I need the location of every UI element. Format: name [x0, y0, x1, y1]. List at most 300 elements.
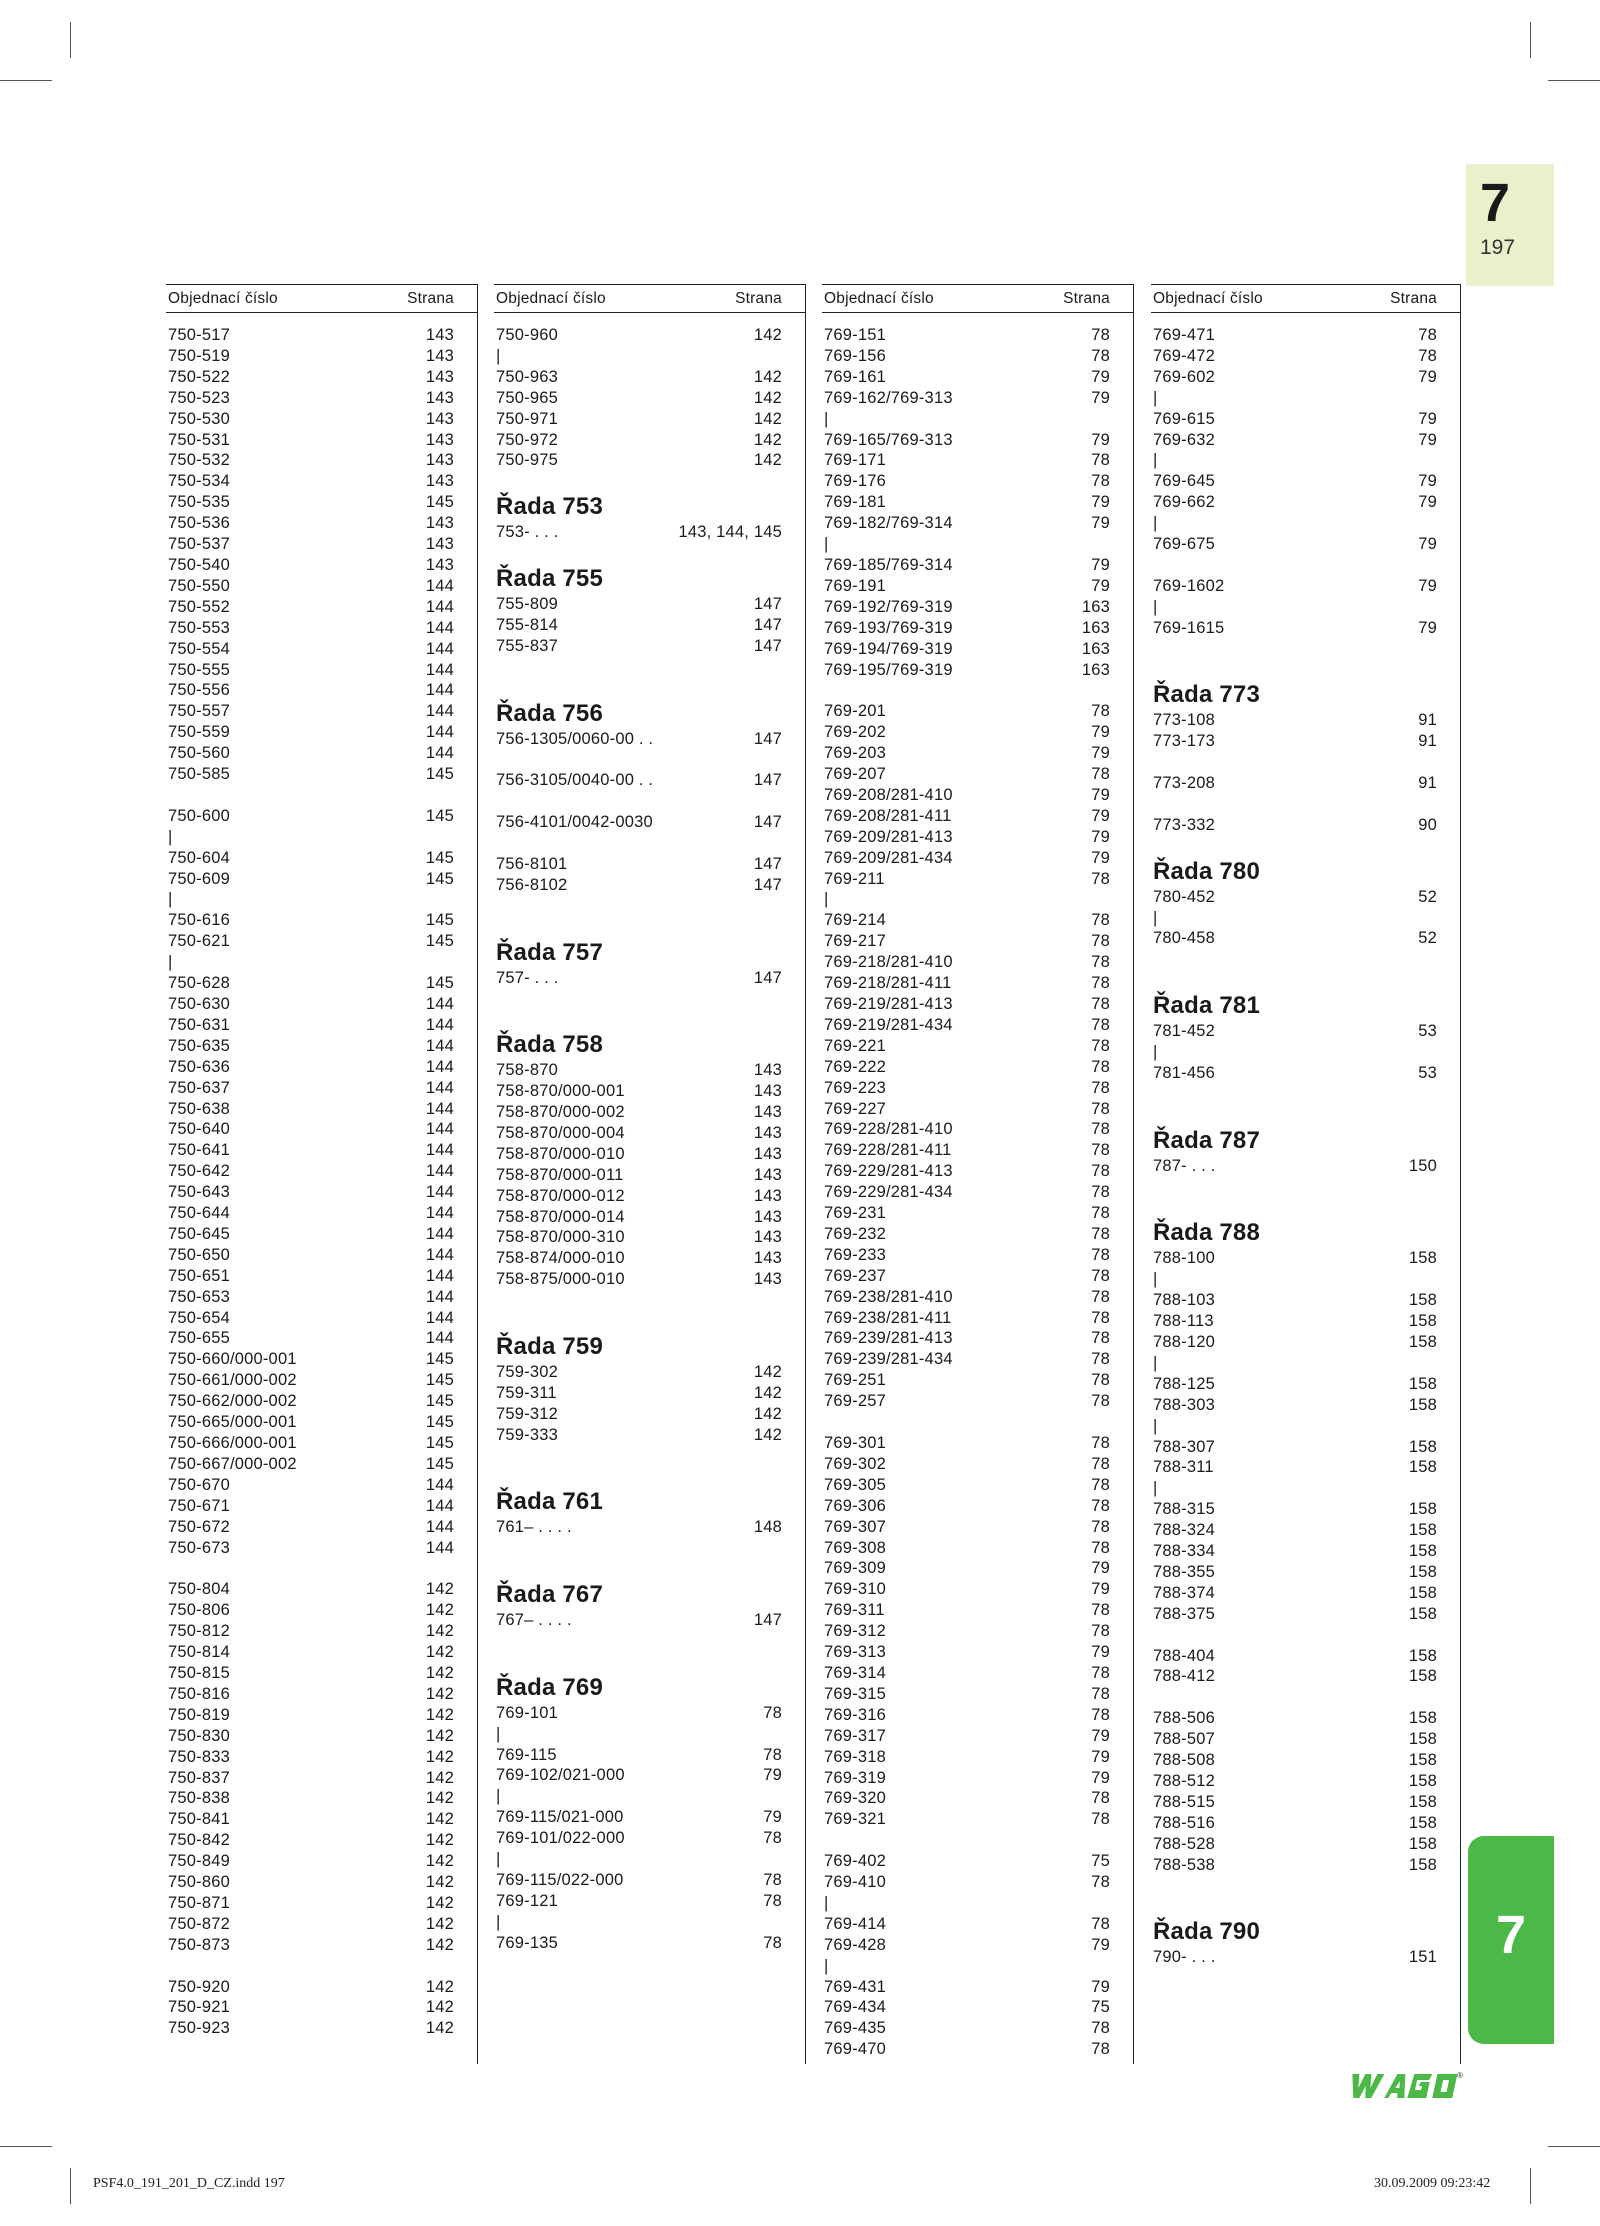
index-row	[822, 471, 1134, 492]
page-reference: 79	[1091, 785, 1110, 804]
page-reference: 75	[1091, 1852, 1110, 1871]
spacer	[494, 1446, 806, 1467]
order-number: 750-535	[168, 493, 230, 512]
order-number: 769-239/281-434	[824, 1350, 953, 1369]
order-number: 750-553	[168, 618, 230, 637]
index-row	[1151, 1729, 1461, 1750]
page-reference: 142	[425, 1768, 454, 1787]
series-heading: Řada 781	[1153, 992, 1260, 1020]
order-number: 758-870/000-001	[496, 1082, 625, 1101]
page-reference: 158	[1408, 1751, 1437, 1770]
index-row	[822, 743, 1134, 764]
index-row	[166, 1768, 478, 1789]
page-reference: 78	[1091, 702, 1110, 721]
index-row	[1151, 1666, 1461, 1687]
index-row	[1151, 1437, 1461, 1458]
order-number: 769-228/281-411	[824, 1141, 952, 1160]
index-row	[822, 1349, 1134, 1370]
order-number: 750-841	[168, 1810, 230, 1829]
index-row	[494, 1517, 806, 1538]
order-number: 788-512	[1153, 1771, 1215, 1790]
index-row	[166, 1349, 478, 1370]
index-row	[1151, 1353, 1461, 1374]
index-row	[494, 812, 806, 833]
index-row	[1151, 388, 1461, 409]
page-reference: 144	[425, 1308, 454, 1327]
index-row	[822, 1224, 1134, 1245]
index-row	[822, 1078, 1134, 1099]
spacer	[494, 1009, 806, 1030]
order-number: 758-870	[496, 1061, 558, 1080]
index-row	[822, 722, 1134, 743]
page-reference: 78	[1091, 1371, 1110, 1390]
page-reference: 78	[1091, 1204, 1110, 1223]
order-number: |	[496, 1850, 501, 1869]
spacer	[494, 1311, 806, 1332]
index-row	[494, 1849, 806, 1870]
index-row	[1151, 1947, 1461, 1968]
order-number: 750-661/000-002	[168, 1371, 297, 1390]
order-number: 750-666/000-001	[168, 1434, 297, 1453]
order-number: 750-806	[168, 1601, 230, 1620]
index-row	[166, 1287, 478, 1308]
page-reference: 53	[1418, 1022, 1437, 1041]
page-reference: 143	[425, 535, 454, 554]
order-number: 788-515	[1153, 1792, 1215, 1811]
page-reference: 144	[425, 576, 454, 595]
spacer	[1151, 752, 1461, 773]
order-number: 769-209/281-434	[824, 848, 953, 867]
page-reference: 79	[1418, 430, 1437, 449]
order-number: 750-670	[168, 1475, 230, 1494]
page-reference: 143	[425, 555, 454, 574]
page-reference: 145	[425, 932, 454, 951]
order-number: 750-537	[168, 535, 230, 554]
page-reference: 78	[1091, 1496, 1110, 1515]
page-reference: 78	[1091, 346, 1110, 365]
index-row	[494, 1425, 806, 1446]
page-reference: 78	[1091, 326, 1110, 344]
index-row	[822, 910, 1134, 931]
series-heading: Řada 758	[496, 1031, 603, 1059]
order-number: 750-873	[168, 1935, 230, 1954]
order-number: 769-208/281-411	[824, 806, 952, 825]
page-reference: 143	[753, 1186, 782, 1205]
order-number: 769-211	[824, 869, 885, 888]
spacer	[166, 1558, 478, 1579]
index-row	[1151, 513, 1461, 534]
series-heading: Řada 787	[1153, 1126, 1260, 1154]
index-row	[822, 618, 1134, 639]
index-row	[1151, 1021, 1461, 1042]
order-number: 750-643	[168, 1183, 230, 1202]
index-row	[494, 1724, 806, 1745]
index-row	[166, 1893, 478, 1914]
page-reference: 158	[1408, 1771, 1437, 1790]
page-reference: 145	[425, 806, 454, 825]
index-row	[822, 973, 1134, 994]
page-reference: 144	[425, 1015, 454, 1034]
series-heading: Řada 767	[496, 1581, 603, 1609]
order-number: 750-631	[168, 1015, 230, 1034]
index-row	[822, 1705, 1134, 1726]
page-reference: 145	[425, 1350, 454, 1369]
page-reference: 78	[1091, 1245, 1110, 1264]
page-reference: 79	[1091, 367, 1110, 386]
page-reference: 145	[425, 911, 454, 930]
index-row	[1151, 430, 1461, 451]
page-reference: 143	[753, 1144, 782, 1163]
order-number: 769-470	[824, 2040, 886, 2059]
page-reference: 142	[425, 1810, 454, 1829]
order-number: 769-310	[824, 1580, 886, 1599]
page-reference: 78	[1091, 1873, 1110, 1892]
order-number: 750-517	[168, 326, 230, 344]
order-number: 759-302	[496, 1362, 558, 1381]
order-number: |	[168, 827, 173, 846]
index-row	[822, 1642, 1134, 1663]
page-reference: 142	[425, 1580, 454, 1599]
spacer	[1151, 949, 1461, 970]
page-reference: 158	[1408, 1374, 1437, 1393]
order-number: |	[496, 346, 501, 365]
page-reference: 78	[1091, 451, 1110, 470]
order-number: 769-431	[824, 1977, 886, 1996]
page-reference: 79	[1091, 1747, 1110, 1766]
index-row	[494, 770, 806, 791]
order-number: 769-238/281-410	[824, 1287, 953, 1306]
index-row	[166, 409, 478, 430]
index-row	[166, 1747, 478, 1768]
page-reference: 144	[425, 1120, 454, 1139]
order-number: 788-100	[1153, 1249, 1215, 1268]
page-reference: 142	[425, 1789, 454, 1808]
page-reference: 142	[425, 1831, 454, 1850]
order-number: 769-203	[824, 744, 886, 763]
page-reference: 142	[753, 430, 782, 449]
order-number: 750-536	[168, 514, 230, 533]
page-reference: 144	[425, 723, 454, 742]
spacer	[166, 785, 478, 806]
page-reference: 79	[1091, 1580, 1110, 1599]
order-number: 769-402	[824, 1852, 886, 1871]
spacer	[494, 988, 806, 1009]
page-reference: 142	[425, 1643, 454, 1662]
page-number: 197	[1480, 236, 1516, 259]
index-row	[166, 534, 478, 555]
order-number: 758-870/000-004	[496, 1123, 625, 1142]
page-reference: 143	[753, 1207, 782, 1226]
page-reference: 143	[425, 367, 454, 386]
order-number: |	[1153, 1270, 1158, 1289]
order-number: |	[824, 890, 829, 909]
order-number: 769-121	[496, 1891, 558, 1910]
order-number: 750-557	[168, 702, 230, 721]
series-heading: Řada 769	[496, 1673, 603, 1701]
page-reference: 143	[753, 1270, 782, 1289]
index-row	[1151, 1855, 1461, 1876]
order-number: 750-630	[168, 994, 230, 1013]
order-number: |	[1153, 1043, 1158, 1062]
order-number: 755-809	[496, 595, 558, 614]
page-reference: 142	[753, 1362, 782, 1381]
index-row	[1151, 773, 1461, 794]
order-number: 769-233	[824, 1245, 886, 1264]
index-row	[494, 1165, 806, 1186]
order-number: 769-214	[824, 911, 886, 930]
index-row	[494, 325, 806, 346]
order-number: 750-923	[168, 2019, 230, 2038]
index-row	[822, 409, 1134, 430]
crop-mark	[1530, 2168, 1531, 2204]
index-row	[166, 931, 478, 952]
index-row	[822, 1454, 1134, 1475]
order-number: 761– . . . .	[496, 1518, 572, 1537]
index-row	[494, 594, 806, 615]
index-row	[1151, 409, 1461, 430]
index-row	[1151, 1541, 1461, 1562]
order-number: 769-309	[824, 1559, 886, 1578]
index-row	[822, 1433, 1134, 1454]
index-row	[822, 1517, 1134, 1538]
order-number: 773-208	[1153, 774, 1215, 793]
page-reference: 79	[1418, 493, 1437, 512]
page-reference: 79	[1418, 535, 1437, 554]
column-divider	[477, 284, 478, 2064]
index-row	[494, 1362, 806, 1383]
order-number: 769-151	[824, 326, 886, 344]
page-reference: 78	[1091, 1078, 1110, 1097]
order-number: 788-404	[1153, 1646, 1215, 1665]
index-row	[166, 1726, 478, 1747]
index-row	[166, 743, 478, 764]
index-row	[494, 1186, 806, 1207]
index-row	[822, 785, 1134, 806]
page-reference: 78	[1091, 1120, 1110, 1139]
page-reference: 144	[425, 597, 454, 616]
page-reference: 79	[1091, 848, 1110, 867]
page-reference: 158	[1408, 1855, 1437, 1874]
order-number: 758-874/000-010	[496, 1249, 625, 1268]
page-reference: 147	[753, 1611, 782, 1630]
order-number: 750-552	[168, 597, 230, 616]
index-row	[1151, 815, 1461, 836]
order-number: 750-550	[168, 576, 230, 595]
spacer	[494, 543, 806, 564]
page-reference: 78	[763, 1703, 782, 1722]
order-number: 769-115	[496, 1745, 557, 1764]
order-number: 769-165/769-313	[824, 430, 953, 449]
page-reference: 78	[1091, 1517, 1110, 1536]
index-row	[822, 367, 1134, 388]
index-row	[494, 1404, 806, 1425]
index-row	[166, 827, 478, 848]
index-row	[166, 848, 478, 869]
page-reference: 144	[425, 660, 454, 679]
page-reference: 78	[1091, 932, 1110, 951]
index-row	[494, 1807, 806, 1828]
index-row	[166, 1642, 478, 1663]
page-reference: 79	[1091, 1977, 1110, 1996]
index-row	[1151, 887, 1461, 908]
index-row	[1151, 534, 1461, 555]
order-number: 769-317	[824, 1726, 886, 1745]
order-number: 788-374	[1153, 1583, 1215, 1602]
page-reference: 143	[753, 1249, 782, 1268]
order-number: 750-560	[168, 744, 230, 763]
order-number: 790- . . .	[1153, 1948, 1216, 1967]
page-reference: 78	[1091, 1475, 1110, 1494]
header-page: Strana	[1063, 290, 1110, 307]
page-reference: 142	[753, 409, 782, 428]
header-order-number: Objednací číslo	[168, 290, 278, 307]
index-row	[166, 618, 478, 639]
order-number: 788-516	[1153, 1813, 1215, 1832]
index-row	[166, 1621, 478, 1642]
order-number: 773-332	[1153, 815, 1215, 834]
page-reference: 78	[1091, 1789, 1110, 1808]
order-number: |	[1153, 908, 1158, 927]
index-row	[494, 1828, 806, 1849]
index-row	[494, 1081, 806, 1102]
order-number: 758-870/000-010	[496, 1144, 625, 1163]
page-reference: 145	[425, 1434, 454, 1453]
index-row	[166, 1224, 478, 1245]
crop-mark	[1548, 2146, 1600, 2147]
order-number: 756-8102	[496, 875, 568, 894]
order-number: 750-519	[168, 346, 230, 365]
index-row	[1151, 346, 1461, 367]
page-reference: 144	[425, 1475, 454, 1494]
crop-mark	[0, 2146, 52, 2147]
order-number: 769-301	[824, 1434, 886, 1452]
order-number: 788-315	[1153, 1500, 1215, 1519]
order-number: 769-472	[1153, 346, 1215, 365]
index-row	[1151, 597, 1461, 618]
order-number: 769-176	[824, 472, 886, 491]
page-reference: 91	[1418, 774, 1437, 793]
page-reference: 78	[1091, 1622, 1110, 1641]
index-row	[822, 1621, 1134, 1642]
index-row	[494, 450, 806, 471]
page-reference: 78	[1091, 1663, 1110, 1682]
index-row	[166, 1788, 478, 1809]
page-reference: 158	[1408, 1458, 1437, 1477]
series-heading: Řada 790	[1153, 1918, 1260, 1946]
page-reference: 158	[1408, 1834, 1437, 1853]
page-reference: 158	[1408, 1562, 1437, 1581]
index-row	[1151, 1750, 1461, 1771]
index-row	[494, 1102, 806, 1123]
page-reference: 78	[763, 1745, 782, 1764]
page-reference: 78	[1091, 1538, 1110, 1557]
index-row	[822, 1496, 1134, 1517]
index-row	[822, 597, 1134, 618]
index-row	[1151, 1269, 1461, 1290]
index-row	[494, 1227, 806, 1248]
index-row	[822, 1036, 1134, 1057]
page-reference: 144	[425, 744, 454, 763]
index-row	[822, 1684, 1134, 1705]
order-number: 788-508	[1153, 1751, 1215, 1770]
page-reference: 142	[425, 1935, 454, 1954]
order-number: 750-604	[168, 848, 230, 867]
order-number: 769-1602	[1153, 576, 1225, 595]
page-reference: 78	[1091, 1162, 1110, 1181]
index-row	[166, 1600, 478, 1621]
index-row	[494, 1060, 806, 1081]
order-number: 750-833	[168, 1747, 230, 1766]
page-reference: 142	[425, 1747, 454, 1766]
index-column-2	[494, 284, 806, 1954]
order-number: 769-428	[824, 1935, 886, 1954]
index-row	[166, 1579, 478, 1600]
order-number: |	[496, 1787, 501, 1806]
index-row	[822, 1579, 1134, 1600]
index-row	[494, 430, 806, 451]
page-reference: 90	[1418, 815, 1437, 834]
page-reference: 147	[753, 771, 782, 790]
page-reference: 78	[1091, 911, 1110, 930]
page-reference: 91	[1418, 732, 1437, 751]
page-reference: 78	[1091, 1015, 1110, 1034]
order-number: 750-635	[168, 1036, 230, 1055]
page-reference: 144	[425, 1057, 454, 1076]
order-number: 769-217	[824, 932, 886, 951]
page-reference: 143	[425, 326, 454, 344]
order-number: 769-257	[824, 1392, 886, 1411]
page-reference: 79	[1091, 1559, 1110, 1578]
index-row	[1151, 1156, 1461, 1177]
order-number: 750-540	[168, 555, 230, 574]
order-number: 750-971	[496, 409, 558, 428]
page-reference: 158	[1408, 1249, 1437, 1268]
order-number: 750-673	[168, 1538, 230, 1557]
order-number: 788-334	[1153, 1542, 1215, 1561]
index-row	[1151, 1499, 1461, 1520]
page-reference: 144	[425, 1099, 454, 1118]
spacer	[494, 749, 806, 770]
series-heading: Řada 755	[496, 565, 603, 593]
page-reference: 79	[1091, 430, 1110, 449]
page-reference: 78	[1091, 1266, 1110, 1285]
index-row	[1151, 1248, 1461, 1269]
index-row	[1151, 1813, 1461, 1834]
index-row	[822, 325, 1134, 346]
page-reference: 163	[1081, 660, 1110, 679]
page-reference: 78	[1091, 994, 1110, 1013]
page-reference: 145	[425, 1413, 454, 1432]
header-order-number: Objednací číslo	[1153, 290, 1263, 307]
order-number: 750-819	[168, 1705, 230, 1724]
index-row	[166, 1328, 478, 1349]
page-reference: 78	[1091, 1099, 1110, 1118]
chapter-side-tab	[1468, 1836, 1554, 2044]
index-row	[166, 1663, 478, 1684]
index-row	[166, 1203, 478, 1224]
index-row	[166, 1057, 478, 1078]
index-row	[494, 875, 806, 896]
order-number: 750-555	[168, 660, 230, 679]
order-number: 769-434	[824, 1998, 886, 2017]
index-row	[166, 1997, 478, 2018]
order-number: 750-645	[168, 1224, 230, 1243]
page-reference: 144	[425, 1162, 454, 1181]
order-number: 756-3105/0040-00 . .	[496, 771, 654, 790]
page-reference: 78	[1091, 1057, 1110, 1076]
order-number: 769-306	[824, 1496, 886, 1515]
index-row	[822, 555, 1134, 576]
